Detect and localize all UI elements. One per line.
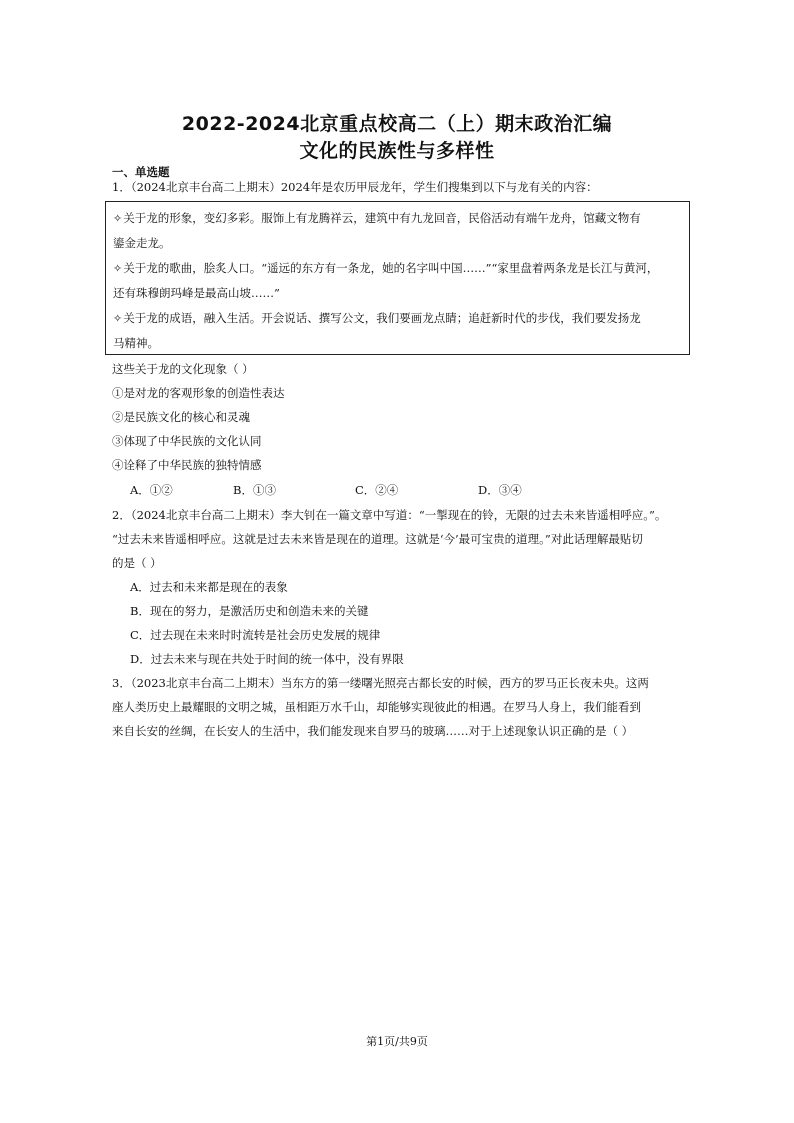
q1-stem: 1．（2024北京丰台高二上期末）2024年是农历甲辰龙年，学生们搜集到以下与龙有关的内容：	[112, 180, 598, 194]
q1-box-item-1-cont: 鎏金走龙。	[113, 236, 171, 250]
q1-option-b[interactable]: B．①③	[233, 483, 276, 497]
q1-option-d[interactable]: D．③④	[478, 483, 522, 497]
q1-box-item-2-cont: 还有珠穆朗玛峰是最高山坡……”	[113, 286, 280, 300]
document-title-line1: 2022-2024北京重点校高二（上）期末政治汇编	[181, 113, 613, 135]
q1-statement-3: ③体现了中华民族的文化认同	[112, 434, 262, 448]
q1-statement-1: ①是对龙的客观形象的创造性表达	[112, 386, 285, 400]
q1-box-item-3	[113, 311, 641, 326]
diamond-bullet-icon: ✧	[113, 312, 123, 325]
page-number: 第1页/共9页	[366, 1035, 428, 1048]
q1-box-item-2-text: 关于龙的歌曲，脍炙人口。“遥远的东方有一条龙，她的名字叫中国……”“家里盘着两条龙是长江与黄河，	[123, 261, 659, 275]
q1-option-a[interactable]: A．①②	[130, 483, 173, 497]
q1-box-item-3-text: 关于龙的成语，融入生活。开会说话、撰写公文，我们要画龙点睛；追赶新时代的步伐，我们要发扬龙	[123, 311, 641, 325]
q1-statement-2: ②是民族文化的核心和灵魂	[112, 410, 250, 424]
q1-option-c[interactable]: C．②④	[355, 483, 399, 497]
q1-box-item-3-cont: 马精神。	[113, 336, 159, 350]
q1-box-item-1	[113, 211, 641, 226]
diamond-bullet-icon: ✧	[113, 262, 123, 275]
q2-option-b[interactable]: B．现在的努力，是激活历史和创造未来的关键	[130, 604, 369, 618]
q2-stem-line3: 的是（ ）	[112, 556, 162, 570]
q3-stem-line1: 3．（2023北京丰台高二上期末）当东方的第一缕曙光照亮古都长安的时候，西方的罗马正长夜未央。这两	[112, 676, 649, 690]
q1-box-item-2	[113, 261, 658, 276]
q2-stem-line1: 2．（2024北京丰台高二上期末）李大钊在一篇文章中写道：“一掣现在的铃，无限的过去未来皆遥相呼应。”。	[112, 508, 667, 522]
q3-stem-line3: 来自长安的丝绸，在长安人的生活中，我们能发现来自罗马的玻璃……对于上述现象认识正确的是（ ）	[112, 724, 634, 738]
q2-option-d[interactable]: D．过去未来与现在共处于时间的统一体中，没有界限	[130, 652, 404, 666]
q1-question: 这些关于龙的文化现象（ ）	[112, 362, 254, 376]
q3-stem-line2: 座人类历史上最耀眼的文明之城，虽相距万水千山，却能够实现彼此的相遇。在罗马人身上，我们能看到	[112, 700, 641, 714]
q1-material-box	[105, 201, 690, 355]
q2-option-c[interactable]: C．过去现在未来时时流转是社会历史发展的规律	[130, 628, 381, 642]
document-title-line2: 文化的民族性与多样性	[299, 140, 495, 162]
q1-box-item-1-text: 关于龙的形象，变幻多彩。服饰上有龙腾祥云，建筑中有九龙回音，民俗活动有端午龙舟，馆藏文物有	[123, 211, 641, 225]
section-heading: 一、单选题	[112, 165, 170, 179]
q1-statement-4: ④诠释了中华民族的独特情感	[112, 458, 262, 472]
diamond-bullet-icon: ✧	[113, 212, 123, 225]
q2-stem-line2: “过去未来皆遥相呼应。这就是过去未来皆是现在的道理。这就是‘今’最可宝贵的道理。”对此话理解最贴切	[112, 532, 643, 546]
q2-option-a[interactable]: A．过去和未来都是现在的表象	[130, 580, 288, 594]
